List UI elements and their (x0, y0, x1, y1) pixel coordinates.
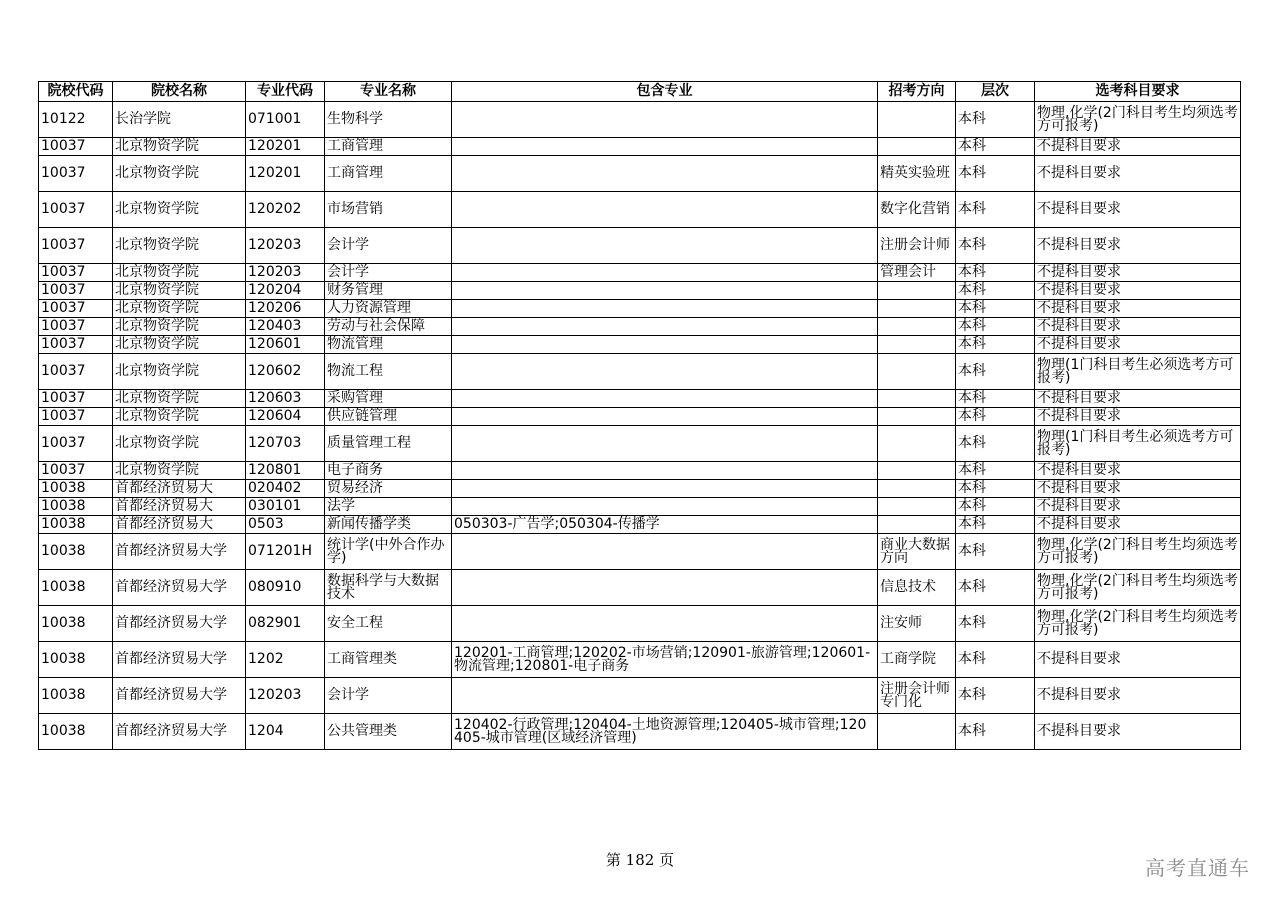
cell-direction (878, 480, 956, 498)
admission-table (38, 81, 1241, 750)
cell-level: 本科 (956, 264, 1035, 282)
cell-school-code: 10038 (39, 570, 113, 606)
cell-school-name: 北京物资学院 (113, 318, 246, 336)
cell-direction: 管理会计 (878, 264, 956, 282)
cell-included-majors: 120402-行政管理;120404-土地资源管理;120405-城市管理;120405-城市管理(区域经济管理) (452, 714, 878, 750)
table-row (39, 156, 1241, 192)
table-row (39, 318, 1241, 336)
cell-subject-requirement: 不提科目要求 (1035, 480, 1241, 498)
cell-direction (878, 336, 956, 354)
cell-school-name: 北京物资学院 (113, 300, 246, 318)
cell-school-name: 首都经济贸易大学 (113, 642, 246, 678)
page-number: 第 182 页 (605, 851, 675, 869)
cell-major-name: 物流管理 (325, 336, 452, 354)
cell-included-majors (452, 390, 878, 408)
cell-direction: 注安师 (878, 606, 956, 642)
cell-included-majors (452, 282, 878, 300)
cell-direction (878, 318, 956, 336)
cell-direction (878, 390, 956, 408)
cell-level: 本科 (956, 228, 1035, 264)
cell-direction (878, 138, 956, 156)
cell-subject-requirement: 不提科目要求 (1035, 138, 1241, 156)
cell-subject-requirement: 不提科目要求 (1035, 318, 1241, 336)
cell-included-majors (452, 336, 878, 354)
cell-direction: 信息技术 (878, 570, 956, 606)
cell-direction (878, 408, 956, 426)
cell-major-code: 1202 (246, 642, 325, 678)
cell-major-name: 财务管理 (325, 282, 452, 300)
cell-level: 本科 (956, 318, 1035, 336)
cell-school-code: 10038 (39, 516, 113, 534)
cell-major-code: 120201 (246, 138, 325, 156)
cell-school-name: 北京物资学院 (113, 192, 246, 228)
cell-subject-requirement: 不提科目要求 (1035, 462, 1241, 480)
cell-direction (878, 426, 956, 462)
cell-major-name: 统计学(中外合作办学) (325, 534, 452, 570)
cell-level: 本科 (956, 534, 1035, 570)
cell-school-name: 北京物资学院 (113, 426, 246, 462)
cell-subject-requirement: 物理,化学(2门科目考生均须选考方可报考) (1035, 534, 1241, 570)
cell-major-name: 物流工程 (325, 354, 452, 390)
cell-subject-requirement: 物理,化学(2门科目考生均须选考方可报考) (1035, 102, 1241, 138)
cell-subject-requirement: 不提科目要求 (1035, 516, 1241, 534)
cell-school-name: 北京物资学院 (113, 138, 246, 156)
watermark: 高考直通车 (1145, 856, 1250, 880)
cell-major-name: 工商管理类 (325, 642, 452, 678)
cell-direction: 数字化营销 (878, 192, 956, 228)
cell-included-majors (452, 264, 878, 282)
cell-major-code: 071201H (246, 534, 325, 570)
cell-major-name: 电子商务 (325, 462, 452, 480)
cell-major-name: 工商管理 (325, 156, 452, 192)
header-level: 层次 (956, 82, 1035, 102)
cell-level: 本科 (956, 714, 1035, 750)
cell-school-code: 10037 (39, 228, 113, 264)
table-row (39, 642, 1241, 678)
cell-school-name: 首都经济贸易大学 (113, 606, 246, 642)
table-row (39, 462, 1241, 480)
table-row (39, 714, 1241, 750)
cell-major-code: 120202 (246, 192, 325, 228)
cell-level: 本科 (956, 336, 1035, 354)
cell-school-name: 北京物资学院 (113, 282, 246, 300)
cell-school-code: 10038 (39, 498, 113, 516)
cell-school-name: 首都经济贸易大 (113, 480, 246, 498)
cell-major-name: 市场营销 (325, 192, 452, 228)
cell-school-code: 10038 (39, 642, 113, 678)
cell-subject-requirement: 物理(1门科目考生必须选考方可报考) (1035, 354, 1241, 390)
cell-level: 本科 (956, 390, 1035, 408)
cell-level: 本科 (956, 192, 1035, 228)
cell-school-code: 10037 (39, 138, 113, 156)
cell-school-name: 北京物资学院 (113, 264, 246, 282)
cell-major-name: 生物科学 (325, 102, 452, 138)
cell-subject-requirement: 物理(1门科目考生必须选考方可报考) (1035, 426, 1241, 462)
cell-level: 本科 (956, 282, 1035, 300)
cell-school-name: 首都经济贸易大学 (113, 678, 246, 714)
cell-major-code: 120204 (246, 282, 325, 300)
cell-major-code: 120602 (246, 354, 325, 390)
cell-direction (878, 102, 956, 138)
cell-direction (878, 282, 956, 300)
cell-level: 本科 (956, 498, 1035, 516)
cell-included-majors (452, 462, 878, 480)
table-row (39, 570, 1241, 606)
cell-school-name: 首都经济贸易大 (113, 498, 246, 516)
cell-subject-requirement: 不提科目要求 (1035, 390, 1241, 408)
cell-major-code: 120203 (246, 678, 325, 714)
cell-school-name: 北京物资学院 (113, 462, 246, 480)
cell-major-code: 0503 (246, 516, 325, 534)
cell-major-name: 公共管理类 (325, 714, 452, 750)
cell-direction (878, 516, 956, 534)
table-row (39, 354, 1241, 390)
cell-major-name: 安全工程 (325, 606, 452, 642)
cell-school-code: 10038 (39, 534, 113, 570)
cell-subject-requirement: 不提科目要求 (1035, 264, 1241, 282)
cell-subject-requirement: 不提科目要求 (1035, 408, 1241, 426)
cell-major-code: 082901 (246, 606, 325, 642)
cell-level: 本科 (956, 138, 1035, 156)
cell-included-majors (452, 300, 878, 318)
cell-direction (878, 498, 956, 516)
cell-included-majors (452, 408, 878, 426)
header-direction: 招考方向 (878, 82, 956, 102)
cell-major-code: 080910 (246, 570, 325, 606)
cell-school-code: 10037 (39, 408, 113, 426)
cell-school-code: 10038 (39, 714, 113, 750)
cell-major-code: 120601 (246, 336, 325, 354)
cell-included-majors (452, 192, 878, 228)
cell-direction (878, 354, 956, 390)
cell-included-majors (452, 606, 878, 642)
cell-major-name: 数据科学与大数据技术 (325, 570, 452, 606)
cell-direction (878, 462, 956, 480)
cell-major-code: 120203 (246, 228, 325, 264)
cell-school-name: 北京物资学院 (113, 354, 246, 390)
cell-included-majors (452, 534, 878, 570)
header-school-name: 院校名称 (113, 82, 246, 102)
cell-major-name: 会计学 (325, 678, 452, 714)
cell-level: 本科 (956, 480, 1035, 498)
cell-major-name: 劳动与社会保障 (325, 318, 452, 336)
cell-level: 本科 (956, 156, 1035, 192)
cell-included-majors (452, 318, 878, 336)
table-row (39, 192, 1241, 228)
cell-subject-requirement: 不提科目要求 (1035, 156, 1241, 192)
cell-subject-requirement: 不提科目要求 (1035, 192, 1241, 228)
cell-direction: 商业大数据方向 (878, 534, 956, 570)
cell-included-majors (452, 570, 878, 606)
cell-level: 本科 (956, 642, 1035, 678)
cell-level: 本科 (956, 570, 1035, 606)
cell-subject-requirement: 物理,化学(2门科目考生均须选考方可报考) (1035, 606, 1241, 642)
cell-subject-requirement: 不提科目要求 (1035, 336, 1241, 354)
cell-school-code: 10037 (39, 192, 113, 228)
table-row (39, 228, 1241, 264)
header-school-code: 院校代码 (39, 82, 113, 102)
cell-school-name: 首都经济贸易大学 (113, 534, 246, 570)
cell-school-code: 10037 (39, 462, 113, 480)
table-row (39, 336, 1241, 354)
cell-major-name: 法学 (325, 498, 452, 516)
cell-major-code: 120604 (246, 408, 325, 426)
cell-major-code: 120403 (246, 318, 325, 336)
cell-school-code: 10038 (39, 606, 113, 642)
cell-major-name: 采购管理 (325, 390, 452, 408)
cell-school-code: 10037 (39, 282, 113, 300)
table-row (39, 606, 1241, 642)
cell-school-name: 首都经济贸易大学 (113, 714, 246, 750)
cell-direction (878, 714, 956, 750)
cell-major-code: 071001 (246, 102, 325, 138)
cell-major-code: 020402 (246, 480, 325, 498)
cell-school-code: 10037 (39, 156, 113, 192)
table-row (39, 138, 1241, 156)
cell-major-code: 120206 (246, 300, 325, 318)
header-major-name: 专业名称 (325, 82, 452, 102)
cell-subject-requirement: 不提科目要求 (1035, 282, 1241, 300)
cell-included-majors (452, 228, 878, 264)
cell-school-name: 北京物资学院 (113, 408, 246, 426)
table-row (39, 264, 1241, 282)
cell-major-name: 会计学 (325, 228, 452, 264)
cell-level: 本科 (956, 606, 1035, 642)
table-row (39, 390, 1241, 408)
cell-school-code: 10037 (39, 264, 113, 282)
cell-direction: 注册会计师专门化 (878, 678, 956, 714)
table-row (39, 498, 1241, 516)
cell-level: 本科 (956, 426, 1035, 462)
cell-included-majors (452, 156, 878, 192)
cell-school-name: 北京物资学院 (113, 156, 246, 192)
cell-major-name: 质量管理工程 (325, 426, 452, 462)
cell-school-code: 10038 (39, 678, 113, 714)
cell-level: 本科 (956, 462, 1035, 480)
cell-school-code: 10037 (39, 426, 113, 462)
cell-school-code: 10037 (39, 390, 113, 408)
cell-level: 本科 (956, 300, 1035, 318)
cell-school-code: 10038 (39, 480, 113, 498)
header-major-code: 专业代码 (246, 82, 325, 102)
table-row (39, 480, 1241, 498)
cell-major-code: 1204 (246, 714, 325, 750)
cell-school-code: 10037 (39, 354, 113, 390)
cell-direction: 工商学院 (878, 642, 956, 678)
cell-subject-requirement: 不提科目要求 (1035, 714, 1241, 750)
cell-major-code: 120703 (246, 426, 325, 462)
cell-included-majors (452, 498, 878, 516)
cell-subject-requirement: 不提科目要求 (1035, 228, 1241, 264)
cell-included-majors (452, 426, 878, 462)
table-row (39, 534, 1241, 570)
cell-included-majors (452, 138, 878, 156)
cell-level: 本科 (956, 516, 1035, 534)
cell-subject-requirement: 不提科目要求 (1035, 300, 1241, 318)
cell-school-code: 10037 (39, 300, 113, 318)
table-row (39, 282, 1241, 300)
cell-included-majors (452, 678, 878, 714)
cell-major-name: 贸易经济 (325, 480, 452, 498)
cell-direction: 精英实验班 (878, 156, 956, 192)
cell-direction: 注册会计师 (878, 228, 956, 264)
cell-school-code: 10122 (39, 102, 113, 138)
cell-school-name: 北京物资学院 (113, 336, 246, 354)
cell-included-majors: 120201-工商管理;120202-市场营销;120901-旅游管理;120601-物流管理;120801-电子商务 (452, 642, 878, 678)
cell-major-code: 120201 (246, 156, 325, 192)
cell-school-name: 长治学院 (113, 102, 246, 138)
table-row (39, 678, 1241, 714)
table-row (39, 300, 1241, 318)
cell-major-name: 人力资源管理 (325, 300, 452, 318)
cell-level: 本科 (956, 354, 1035, 390)
cell-included-majors (452, 102, 878, 138)
cell-major-name: 供应链管理 (325, 408, 452, 426)
cell-school-name: 北京物资学院 (113, 390, 246, 408)
cell-school-name: 首都经济贸易大学 (113, 570, 246, 606)
cell-major-code: 120203 (246, 264, 325, 282)
cell-level: 本科 (956, 678, 1035, 714)
cell-level: 本科 (956, 408, 1035, 426)
table-row (39, 426, 1241, 462)
cell-subject-requirement: 物理,化学(2门科目考生均须选考方可报考) (1035, 570, 1241, 606)
cell-included-majors (452, 480, 878, 498)
cell-school-code: 10037 (39, 336, 113, 354)
header-subject-requirement: 选考科目要求 (1035, 82, 1241, 102)
cell-school-name: 首都经济贸易大 (113, 516, 246, 534)
cell-major-code: 120603 (246, 390, 325, 408)
cell-subject-requirement: 不提科目要求 (1035, 678, 1241, 714)
header-included-majors: 包含专业 (452, 82, 878, 102)
cell-subject-requirement: 不提科目要求 (1035, 642, 1241, 678)
cell-included-majors (452, 354, 878, 390)
table-row (39, 102, 1241, 138)
cell-level: 本科 (956, 102, 1035, 138)
cell-school-code: 10037 (39, 318, 113, 336)
header-row (39, 82, 1241, 102)
cell-direction (878, 300, 956, 318)
cell-school-name: 北京物资学院 (113, 228, 246, 264)
cell-major-name: 工商管理 (325, 138, 452, 156)
cell-major-code: 030101 (246, 498, 325, 516)
table-row (39, 516, 1241, 534)
cell-major-code: 120801 (246, 462, 325, 480)
cell-included-majors: 050303-广告学;050304-传播学 (452, 516, 878, 534)
table-row (39, 408, 1241, 426)
cell-major-name: 会计学 (325, 264, 452, 282)
cell-major-name: 新闻传播学类 (325, 516, 452, 534)
cell-subject-requirement: 不提科目要求 (1035, 498, 1241, 516)
